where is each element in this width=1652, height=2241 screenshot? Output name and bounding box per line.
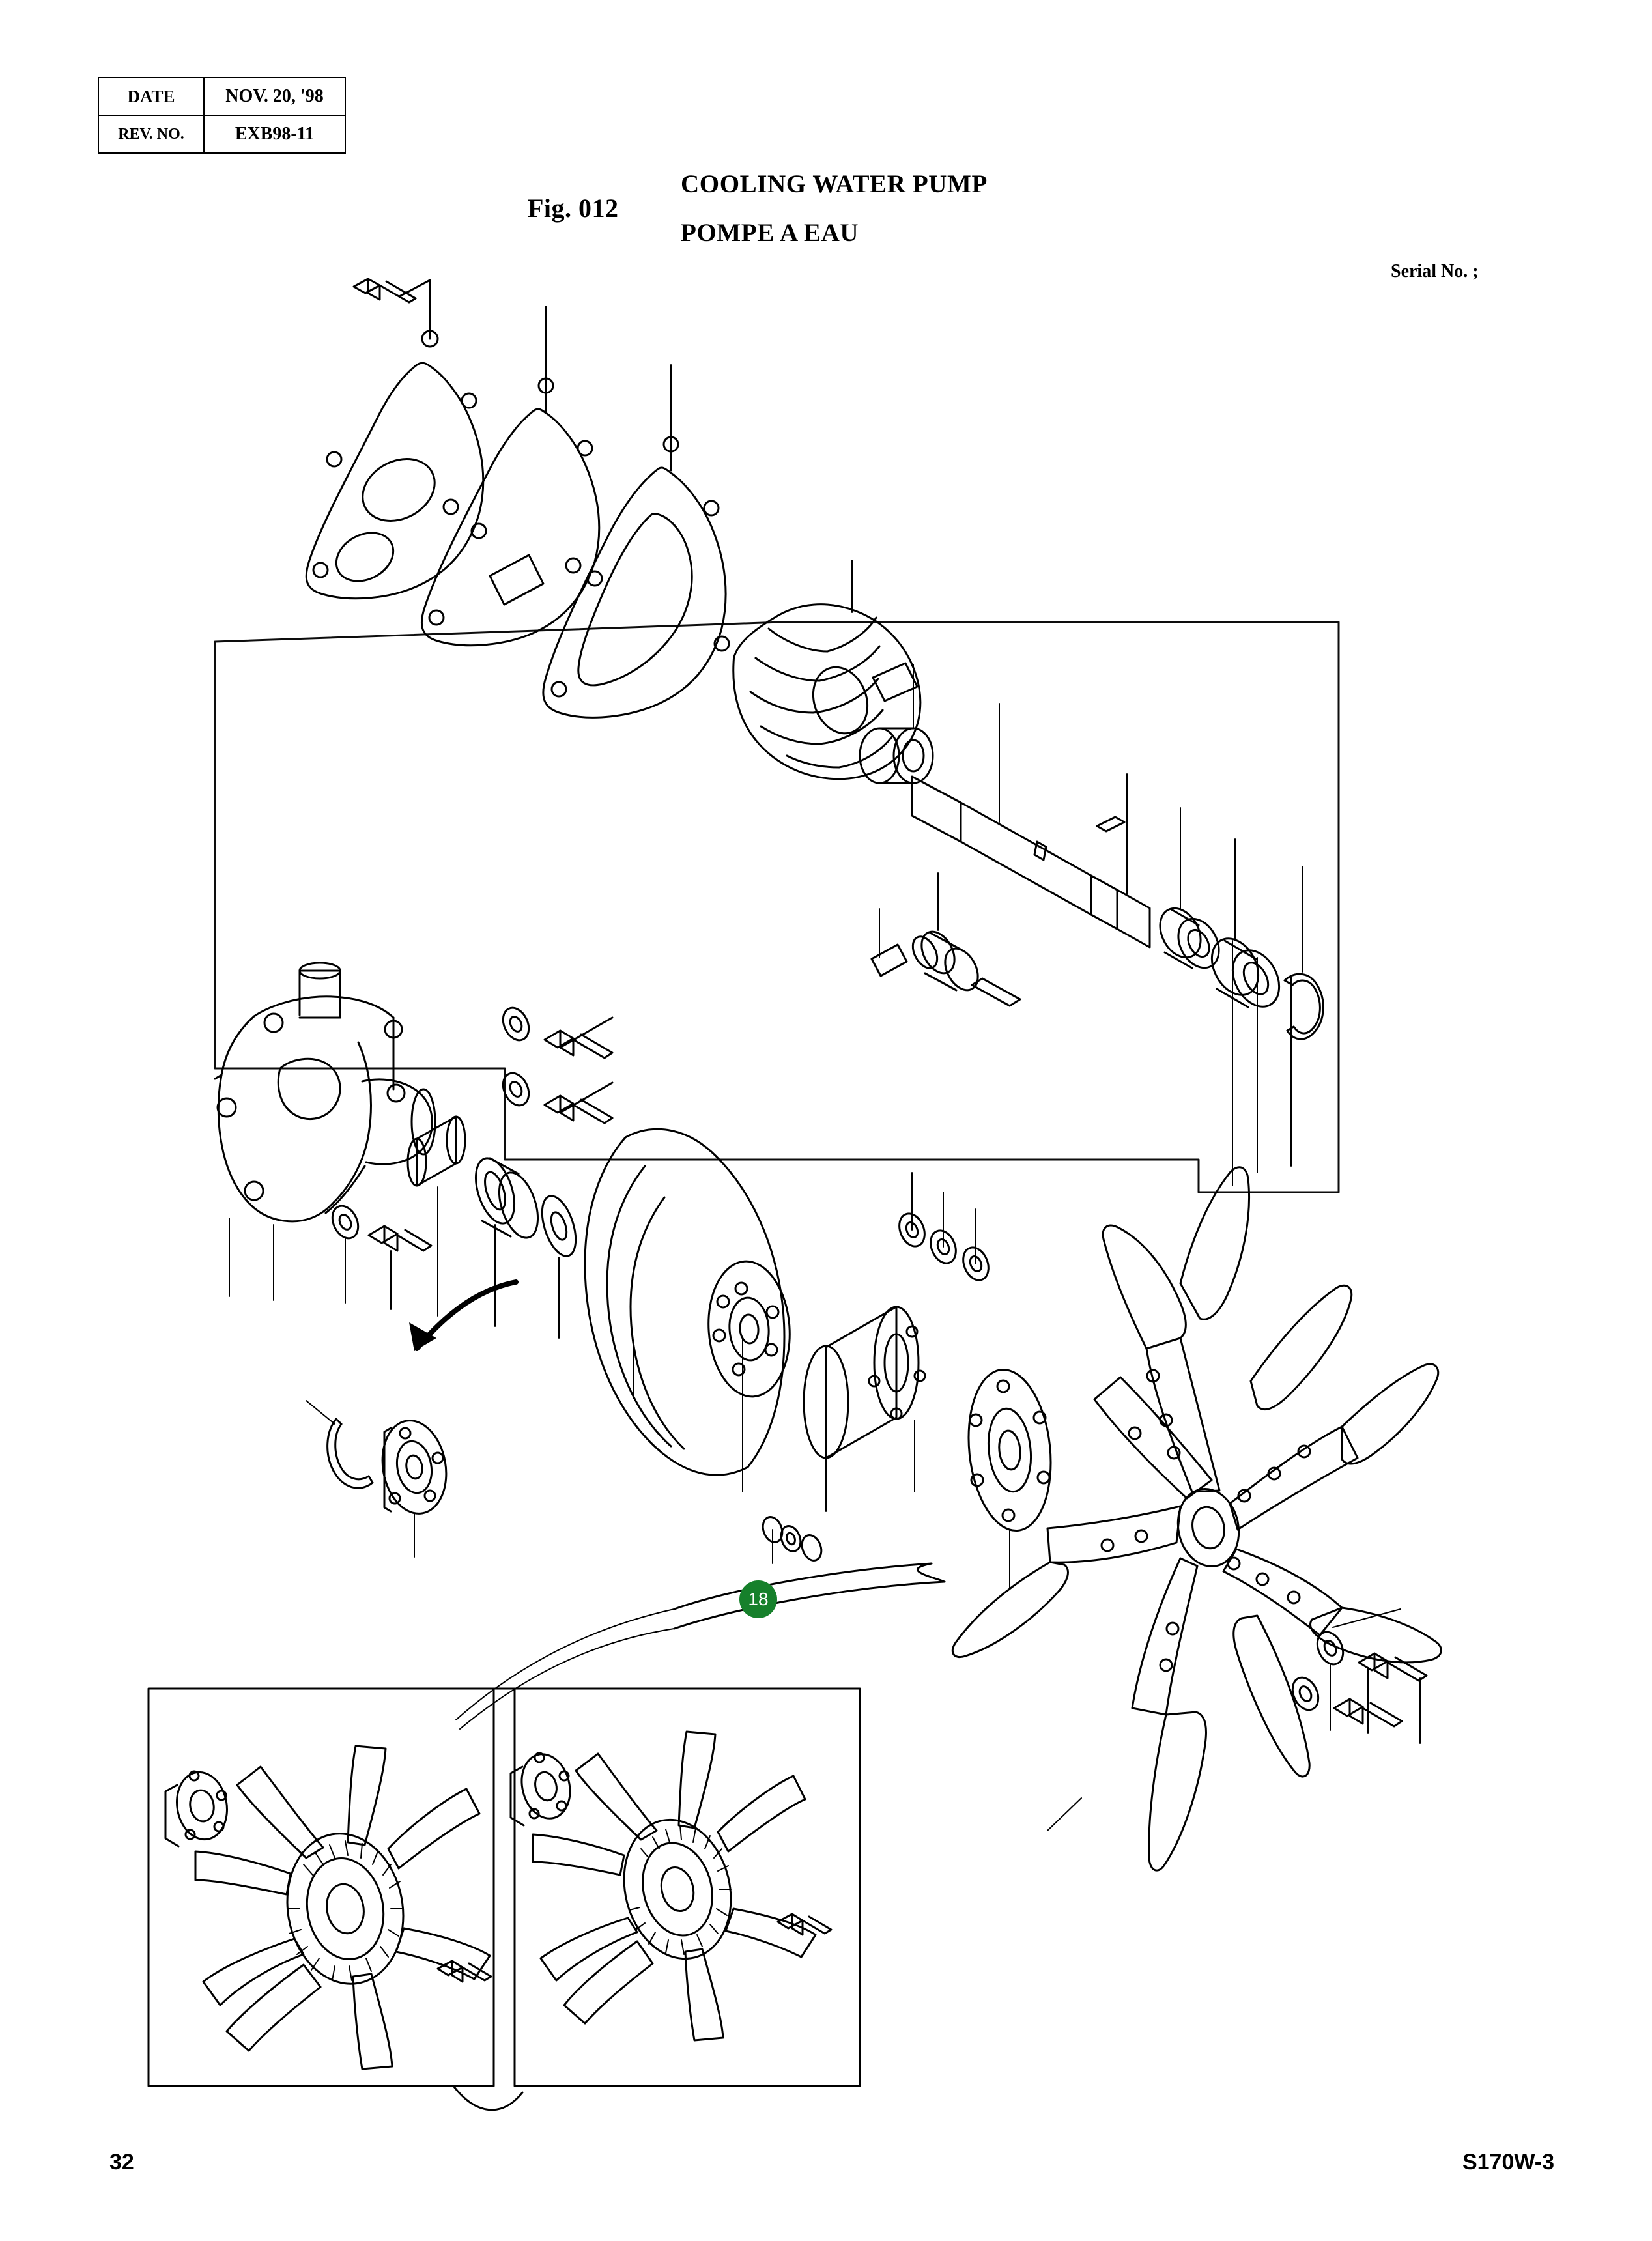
part-pulley [585, 1129, 794, 1475]
part-bolt-group-3 [328, 1202, 431, 1251]
part-shaft [912, 777, 1150, 947]
part-nut-washer-center [760, 1514, 825, 1563]
part-bolt-group-right [1288, 1628, 1427, 1726]
callout-18-leader [456, 1563, 945, 1729]
part-bolt-top [354, 279, 430, 339]
detail-inset-box-1 [149, 1689, 494, 2086]
part-bolt-group-2 [498, 1069, 612, 1123]
part-gasket-2 [543, 437, 729, 717]
part-bearing-ring-2 [1203, 930, 1289, 1014]
part-cooling-fan [952, 1167, 1441, 1870]
part-snap-ring-shaft [1285, 974, 1323, 1039]
part-seal-ring-a [468, 1154, 545, 1243]
part-spacer-sleeve [408, 1117, 465, 1186]
part-washer-ring [535, 1192, 582, 1261]
model-code: S170W-3 [1462, 2150, 1554, 2175]
rev-no-label: REV. NO. [98, 115, 204, 153]
part-bolt-group-1 [498, 1004, 612, 1058]
date-value: NOV. 20, '98 [204, 78, 345, 115]
part-seal-collar [860, 728, 933, 783]
serial-number-label: Serial No. ; [1391, 261, 1479, 281]
table-row [98, 78, 345, 115]
figure-number: Fig. 012 [528, 193, 619, 223]
part-snap-ring-left [328, 1419, 373, 1488]
part-backing-plate [306, 331, 486, 599]
part-gasket-1 [421, 378, 602, 646]
part-sleeve-hub [872, 906, 1020, 1006]
part-washer-group-right [895, 1210, 993, 1284]
part-hub-flange-left [375, 1416, 453, 1519]
part-fan-flange [961, 1365, 1058, 1535]
revision-table [98, 77, 346, 154]
date-label: DATE [98, 78, 204, 115]
callout-18[interactable]: 18 [739, 1580, 777, 1618]
part-fan-spacer [804, 1307, 925, 1458]
page-title-fr: POMPE A EAU [681, 219, 859, 247]
leader-lines [229, 280, 1420, 1831]
annotation-curved-arrow [409, 1282, 516, 1351]
detail-inset-box-2 [515, 1689, 860, 2086]
detail-inset-fan-2 [511, 1732, 831, 2040]
page-number: 32 [109, 2150, 134, 2175]
detail-inset-fan-1 [165, 1746, 491, 2069]
rev-no-value: EXB98-11 [204, 115, 345, 153]
part-bearing-ring-1 [1152, 902, 1227, 975]
part-pump-housing [215, 963, 435, 1221]
part-impeller [724, 592, 930, 792]
page-header [98, 77, 1563, 281]
page-title-en: COOLING WATER PUMP [681, 170, 988, 198]
table-row [98, 115, 345, 153]
